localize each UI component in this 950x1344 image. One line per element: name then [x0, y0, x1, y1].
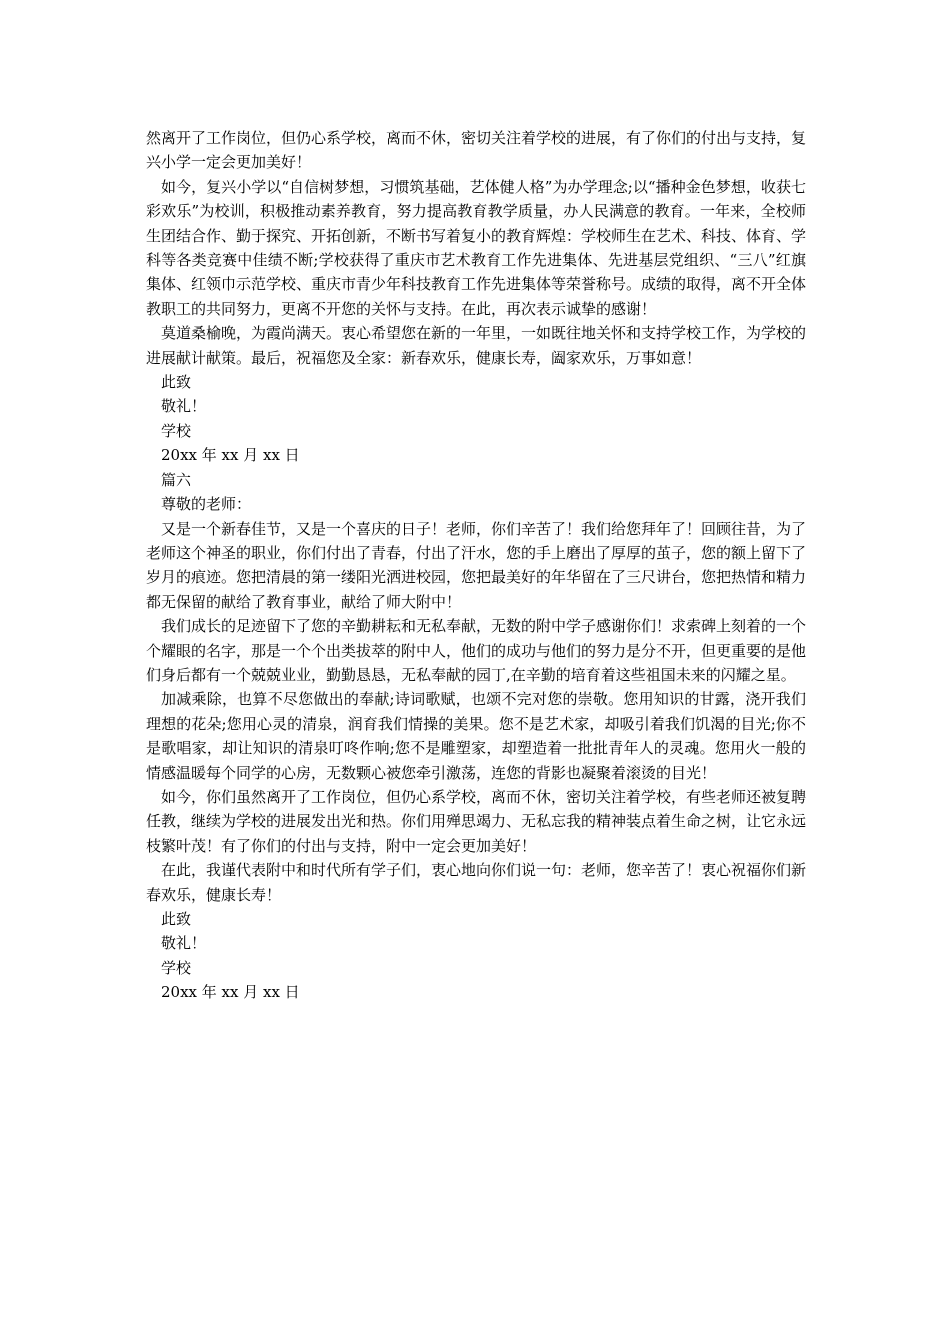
body-paragraph: 我们成长的足迹留下了您的辛勤耕耘和无私奉献，无数的附中学子感谢你们！求索碑上刻着的一个个耀眼的名字，那是一个个出类拔萃的附中人，他们的成功与他们的努力是分不开，但更重要的是他们身后都有一个兢兢业业，勤勤恳恳，无私奉献的园丁,在辛勤的培育着这些祖国未来的闪耀之星。 — [146, 617, 807, 684]
signature-school: 学校 — [161, 421, 192, 440]
signature-school: 学校 — [161, 958, 192, 977]
closing-regards: 敬礼！ — [161, 397, 207, 416]
body-paragraph: 又是一个新春佳节，又是一个喜庆的日子！老师，你们辛苦了！我们给您拜年了！回顾往昔，为了老师这个神圣的职业，你们付出了青春，付出了汗水，您的手上磨出了厚厚的茧子，您的额上留下了岁月的痕迹。您把清晨的第一缕阳光洒进校园，您把最美好的年华留在了三尺讲台，您把热情和精力都无保留的献给了教育事业，献给了师大附中！ — [146, 519, 807, 611]
closing-salutation: 此致 — [161, 373, 192, 392]
body-paragraph: 如今，复兴小学以“自信树梦想，习惯筑基础，艺体健人格”为办学理念;以“播种金色梦想，收获七彩欢乐”为校训，积极推动素养教育，努力提高教育教学质量，办人民满意的教育。一年来，全校师生团结合作、勤于探究、开拓创新，不断书写着复小的教育辉煌：学校师生在艺术、科技、体育、学科等各类竞赛中佳绩不断;学校获得了重庆市艺术教育工作先进集体、先进基层党组织、“三八”红旗集体、红领巾示范学校、重庆市青少年科技教育工作先进集体等荣誉称号。成绩的取得，离不开全体教职工的共同努力，更离不开您的关怀与支持。在此，再次表示诚挚的感谢！ — [146, 177, 807, 318]
signature-date: 20xx 年 xx 月 xx 日 — [161, 446, 300, 465]
section-heading: 篇六 — [161, 470, 192, 489]
greeting-line: 尊敬的老师： — [161, 495, 252, 514]
closing-salutation: 此致 — [161, 910, 192, 928]
body-paragraph: 在此，我谨代表附中和时代所有学子们，衷心地向你们说一句：老师，您辛苦了！衷心祝福你们新春欢乐，健康长寿！ — [146, 861, 807, 904]
signature-date: 20xx 年 xx 月 xx 日 — [161, 983, 300, 1002]
body-paragraph: 如今，你们虽然离开了工作岗位，但仍心系学校，离而不休，密切关注着学校，有些老师还被复聘任教，继续为学校的进展发出光和热。你们用殚思竭力、无私忘我的精神装点着生命之树，让它永远枝繁叶茂！有了你们的付出与支持，附中一定会更加美好！ — [146, 787, 807, 855]
body-paragraph: 莫道桑榆晚，为霞尚满天。衷心希望您在新的一年里，一如既往地关怀和支持学校工作，为学校的进展献计献策。最后，祝福您及全家：新春欢乐，健康长寿，阖家欢乐，万事如意！ — [146, 324, 807, 367]
document-page — [146, 126, 806, 1005]
body-paragraph: 然离开了工作岗位，但仍心系学校，离而不休，密切关注着学校的进展，有了你们的付出与支持，复兴小学一定会更加美好！ — [146, 129, 807, 172]
body-paragraph: 加减乘除，也算不尽您做出的奉献;诗词歌赋，也颂不完对您的崇敬。您用知识的甘露，浇开我们理想的花朵;您用心灵的清泉，润育我们情操的美果。您不是艺术家，却吸引着我们饥渴的目光;你不是歌唱家，却让知识的清泉叮咚作响;您不是雕塑家，却塑造着一批批青年人的灵魂。您用火一般的情感温暖每个同学的心房，无数颗心被您牵引激荡，连您的背影也凝聚着滚烫的目光！ — [146, 690, 806, 782]
closing-regards: 敬礼！ — [161, 934, 207, 953]
